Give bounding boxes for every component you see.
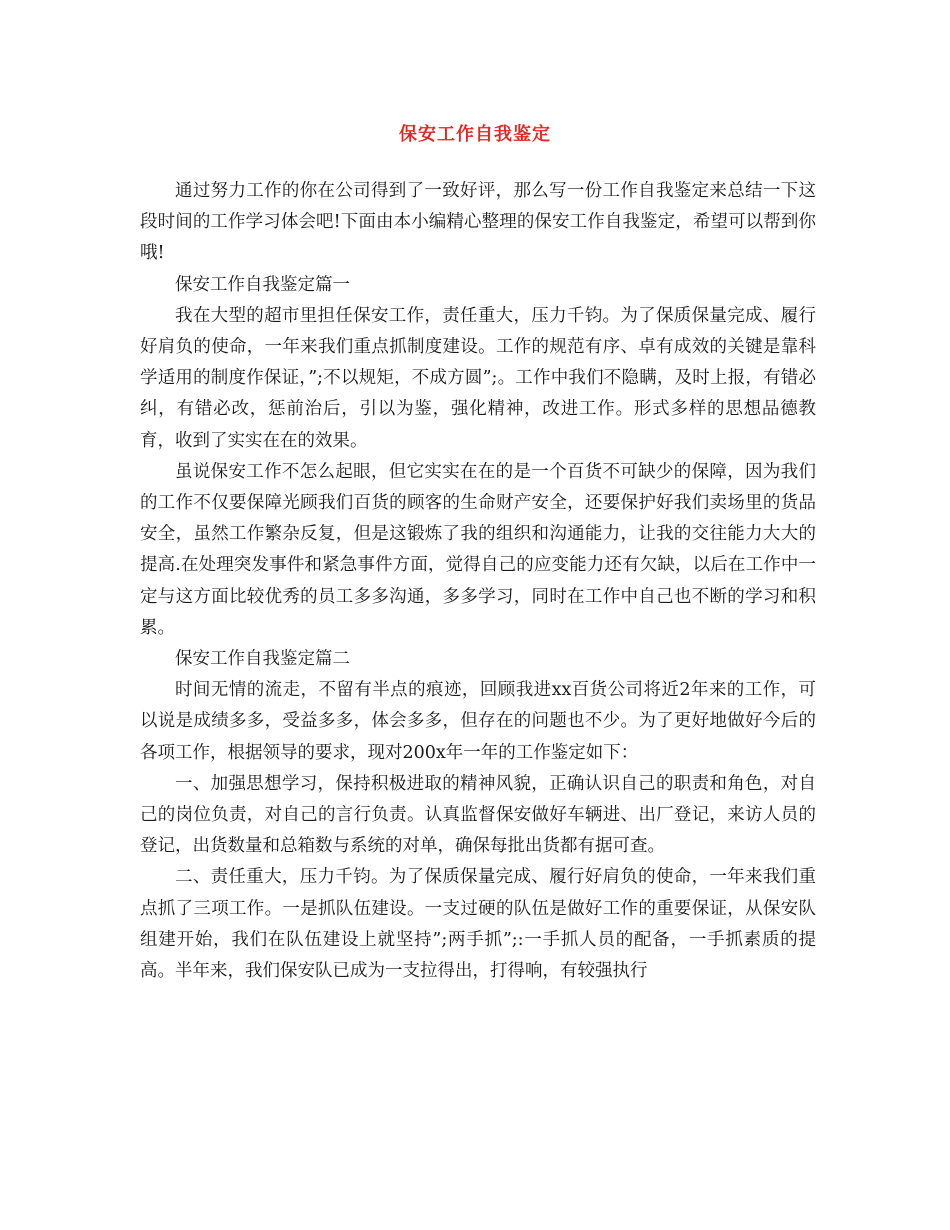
paragraph: 我在大型的超市里担任保安工作，责任重大，压力千钧。为了保质保量完成、履行好肩负的使命，一年来我们重点抓制度建设。工作的规范有序、卓有成效的关键是靠科学适用的制度作保证，”;不以规矩，不成方圆”;。工作中我们不隐瞒，及时上报，有错必纠，有错必改，惩前治后，引以为鉴，强化精神，改进工作。形式多样的思想品德教育，收到了实实在在的效果。 [140, 305, 816, 451]
document-body [140, 176, 816, 987]
section-heading-2: 保安工作自我鉴定篇二 [175, 649, 350, 670]
document-title: 保安工作自我鉴定 [399, 124, 551, 145]
paragraph: 二、责任重大，压力千钧。为了保质保量完成、履行好肩负的使命，一年来我们重点抓了三项工作。一是抓队伍建设。一支过硬的队伍是做好工作的重要保证，从保安队组建开始，我们在队伍建设上就坚持”;两手抓”;:一手抓人员的配备，一手抓素质的提高。半年来，我们保安队已成为一支拉得出，打得响，有较强执行 [140, 867, 816, 982]
paragraph: 一、加强思想学习，保持积极进取的精神风貌，正确认识自己的职责和角色，对自己的岗位负责，对自己的言行负责。认真监督保安做好车辆进、出厂登记，来访人员的登记，出货数量和总箱数与系统的对单，确保每批出货都有据可查。 [140, 773, 816, 857]
paragraph-intro: 通过努力工作的你在公司得到了一致好评，那么写一份工作自我鉴定来总结一下这段时间的工作学习体会吧!下面由本小编精心整理的保安工作自我鉴定，希望可以帮到你哦! [140, 181, 816, 264]
section-heading-1: 保安工作自我鉴定篇一 [175, 274, 350, 295]
paragraph: 虽说保安工作不怎么起眼，但它实实在在的是一个百货不可缺少的保障，因为我们的工作不仅要保障光顾我们百货的顾客的生命财产安全，还要保护好我们卖场里的货品安全，虽然工作繁杂反复，但是这锻炼了我的组织和沟通能力，让我的交往能力大大的提高.在处理突发事件和紧急事件方面，觉得自己的应变能力还有欠缺，以后在工作中一定与这方面比较优秀的员工多多沟通，多多学习，同时在工作中自己也不断的学习和积累。 [140, 461, 816, 638]
paragraph: 时间无情的流走，不留有半点的痕迹，回顾我进xx百货公司将近2年来的工作，可以说是成绩多多，受益多多，体会多多，但存在的问题也不少。为了更好地做好今后的各项工作，根据领导的要求，现对200x年一年的工作鉴定如下： [140, 680, 816, 763]
